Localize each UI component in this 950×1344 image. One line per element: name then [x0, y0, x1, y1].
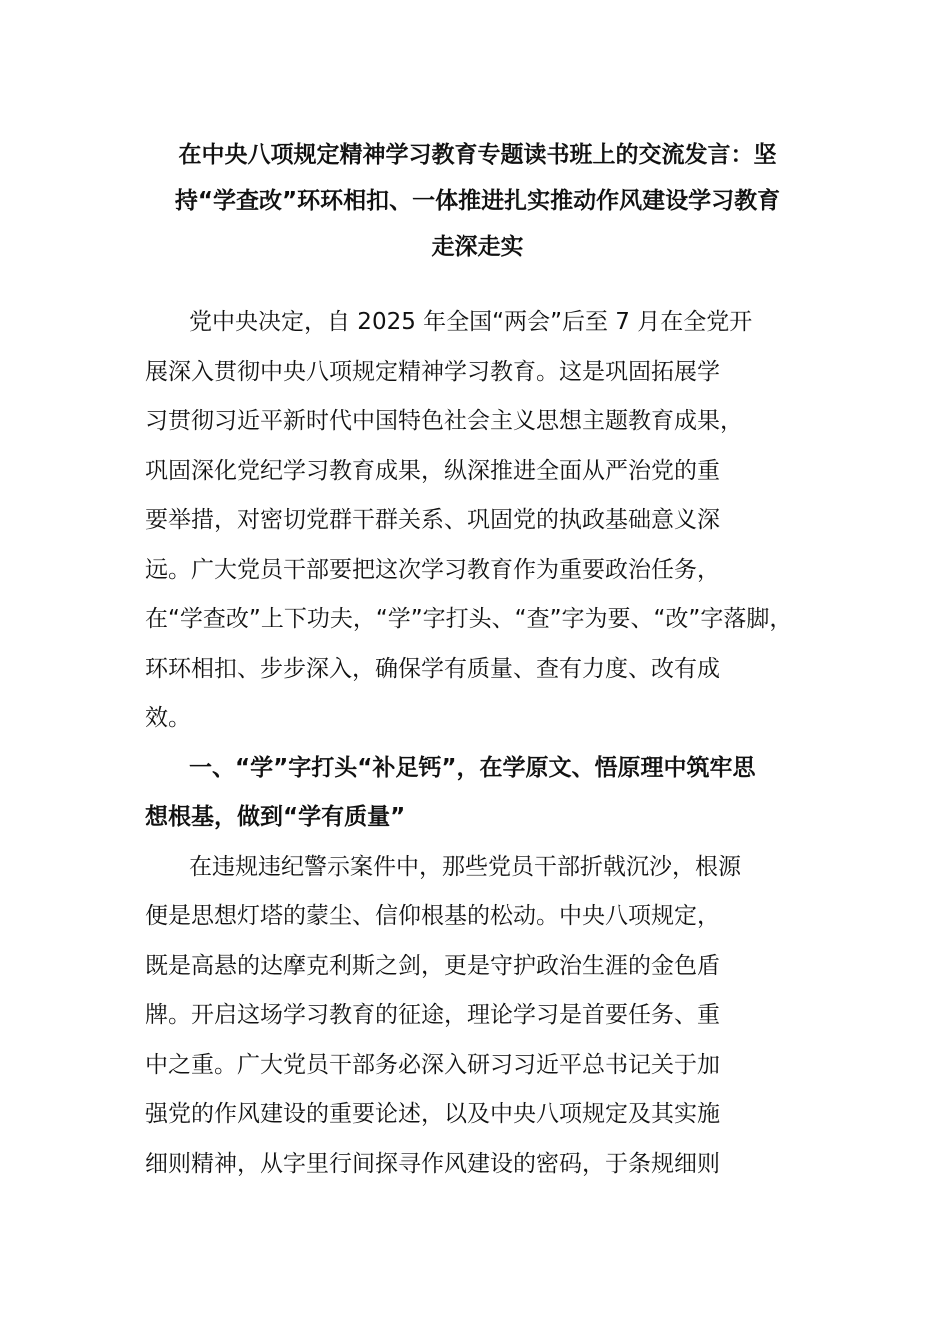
- text-line: 在违规违纪警示案件中，那些党员干部折戟沉沙，根源: [189, 853, 741, 880]
- text-line: 中之重。广大党员干部务必深入研习习近平总书记关于加: [145, 1051, 720, 1078]
- text-line: 党中央决定，自 2025 年全国“两会”后至 7 月在全党开: [189, 309, 753, 335]
- text-line: 细则精神，从字里行间探寻作风建设的密码，于条规细则: [145, 1150, 720, 1177]
- title-line: 走深走实: [431, 234, 524, 260]
- text-line: 既是高悬的达摩克利斯之剑，更是守护政治生涯的金色盾: [145, 952, 720, 979]
- intro-paragraph: [145, 298, 825, 744]
- section-heading: [145, 744, 825, 843]
- text-line: 展深入贯彻中央八项规定精神学习教育。这是巩固拓展学: [145, 358, 720, 385]
- heading-line: 一、“学”字打头“补足钙”，在学原文、悟原理中筑牢思: [189, 754, 756, 781]
- title-line: 在中央八项规定精神学习教育专题读书班上的交流发言：坚: [178, 142, 777, 168]
- text-line: 远。广大党员干部要把这次学习教育作为重要政治任务，: [145, 556, 720, 583]
- text-line: 强党的作风建设的重要论述，以及中央八项规定及其实施: [145, 1101, 720, 1127]
- document-body: [145, 298, 825, 1189]
- section-paragraph: [145, 843, 825, 1190]
- text-line: 巩固深化党纪学习教育成果，纵深推进全面从严治党的重: [145, 457, 720, 484]
- text-line: 便是思想灯塔的蒙尘、信仰根基的松动。中央八项规定，: [145, 903, 720, 929]
- text-line: 在“学查改”上下功夫，“学”字打头、“查”字为要、“改”字落脚，: [145, 606, 793, 632]
- text-line: 要举措，对密切党群干群关系、巩固党的执政基础意义深: [145, 507, 720, 533]
- document-title: [145, 132, 810, 270]
- text-line: 环环相扣、步步深入，确保学有质量、查有力度、改有成: [145, 655, 720, 682]
- title-line: 持“学查改”环环相扣、一体推进扎实推动作风建设学习教育: [174, 188, 781, 214]
- heading-line: 想根基，做到“学有质量”: [145, 804, 406, 830]
- text-line: 习贯彻习近平新时代中国特色社会主义思想主题教育成果，: [145, 408, 743, 434]
- text-line: 牌。开启这场学习教育的征途，理论学习是首要任务、重: [145, 1002, 720, 1028]
- text-line: 效。: [145, 705, 191, 731]
